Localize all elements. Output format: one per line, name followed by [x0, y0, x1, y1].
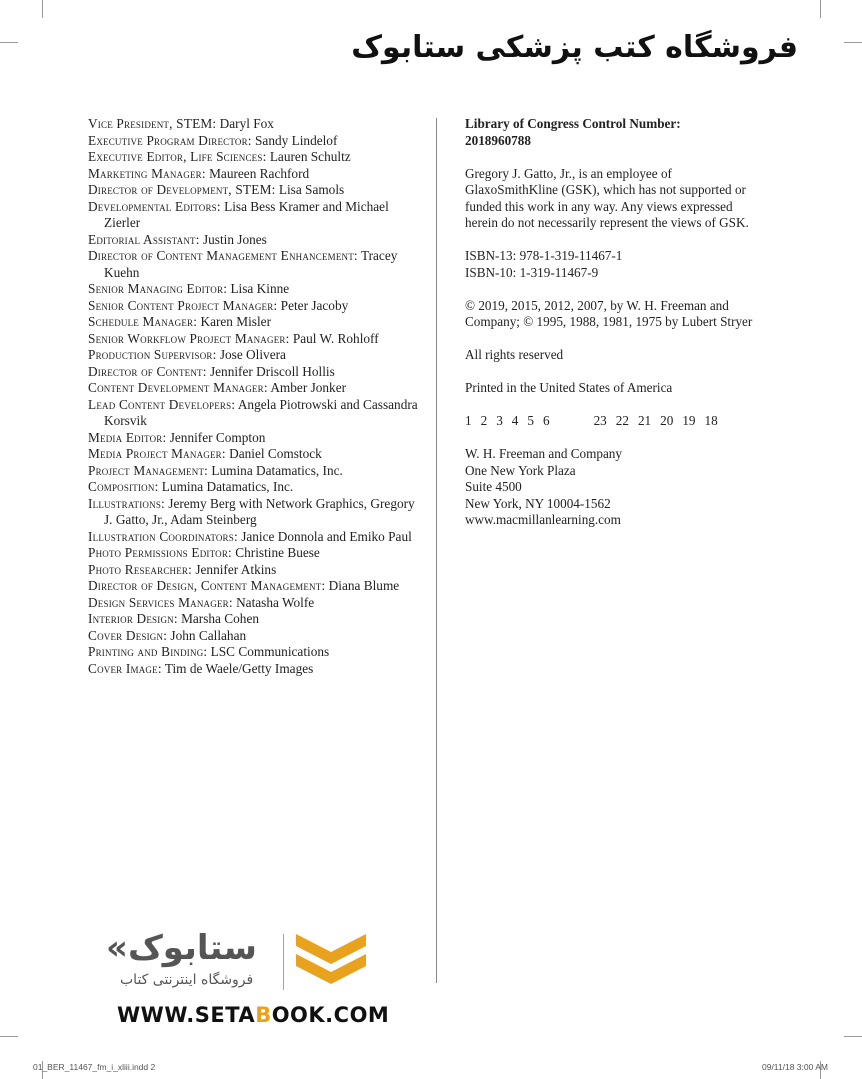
lccn-label: Library of Congress Control Number: — [465, 116, 681, 131]
print-number: 20 — [660, 413, 674, 428]
credit-role: Senior Content Project Manager: — [88, 297, 278, 313]
credit-role: Composition: — [88, 479, 159, 494]
credit-name: Peter Jacoby — [280, 297, 349, 313]
website-link[interactable]: www.macmillanlearning.com — [465, 512, 621, 527]
credit-role: Director of Development, STEM: — [88, 182, 276, 197]
credit-role: Photo Permissions Editor: — [88, 545, 232, 560]
crop-mark — [844, 42, 862, 43]
publisher-name: W. H. Freeman and Company — [465, 446, 622, 461]
credit-name: Lauren Schultz — [269, 149, 351, 164]
credit-entry — [88, 380, 418, 397]
credits-list — [88, 116, 418, 677]
credit-entry — [88, 314, 418, 331]
credit-role: Cover Image: — [88, 660, 162, 676]
logo-chevrons-icon — [292, 930, 370, 990]
credit-entry — [88, 661, 418, 678]
credit-name: Daniel Comstock — [229, 446, 322, 461]
print-number: 21 — [637, 413, 652, 428]
credit-name: Lumina Datamatics, Inc. — [211, 462, 343, 478]
credit-name: Diana Blume — [328, 578, 400, 593]
credit-role: Media Editor: — [88, 429, 167, 445]
credit-entry — [88, 463, 418, 480]
credit-role: Developmental Editors: — [88, 198, 221, 214]
logo-url[interactable] — [117, 1003, 389, 1027]
credit-entry — [88, 430, 418, 447]
logo-separator — [283, 934, 284, 990]
credit-entry — [88, 133, 418, 150]
copyright-block — [465, 116, 765, 545]
credit-name: Lisa Samols — [278, 182, 345, 197]
credit-entry — [88, 479, 418, 496]
credit-name: LSC Communications — [210, 644, 330, 659]
print-number: 4 — [511, 413, 519, 428]
credit-name: Jennifer Compton — [169, 429, 266, 445]
credit-role: Senior Workflow Project Manager: — [88, 330, 290, 346]
credit-entry — [88, 149, 418, 166]
credit-role: Photo Researcher: — [88, 561, 193, 577]
credit-name: Marsha Cohen — [181, 611, 259, 626]
isbn — [465, 248, 765, 281]
address-line: New York, NY 10004-1562 — [465, 495, 611, 511]
logo-url-accent: B — [255, 1003, 272, 1027]
credit-role: Executive Editor, Life Sciences: — [88, 149, 267, 164]
credit-name: Paul W. Rohloff — [292, 330, 379, 346]
credit-entry — [88, 578, 418, 595]
credit-entry — [88, 364, 418, 381]
credit-name: Sandy Lindelof — [255, 132, 338, 148]
credit-name: Angela Piotrowski and Cassandra Korsvik — [104, 396, 418, 428]
credit-name: Jennifer Driscoll Hollis — [209, 363, 335, 379]
credit-name: Tracey Kuehn — [104, 248, 398, 280]
lccn-number: 2018960788 — [465, 132, 531, 148]
crop-mark — [42, 0, 43, 18]
print-number: 5 — [527, 413, 534, 428]
disclaimer: Gregory J. Gatto, Jr., is an employee of GlaxoSmithKline (GSK), which has not supported or funded this work in any way. Any views expressed herein do not necessarily represent the views of GSK. — [465, 165, 749, 230]
crop-mark — [820, 0, 821, 18]
isbn-10: ISBN-10: 1-319-11467-9 — [465, 264, 599, 280]
credit-entry — [88, 166, 418, 183]
credit-role: Executive Program Director: — [88, 132, 252, 148]
crop-mark — [844, 1036, 862, 1037]
credit-entry — [88, 595, 418, 612]
logo-subtitle: فروشگاه اینترنتی کتاب — [120, 972, 254, 988]
credit-entry — [88, 496, 418, 529]
credit-role: Schedule Manager: — [88, 314, 198, 329]
credit-name: Natasha Wolfe — [236, 594, 315, 610]
credit-name: John Callahan — [170, 627, 247, 643]
credit-role: Illustrations: — [88, 495, 165, 511]
credit-role: Editorial Assistant: — [88, 231, 200, 247]
credit-role: Interior Design: — [88, 611, 178, 626]
credit-name: Maureen Rachford — [209, 165, 310, 181]
print-number: 23 — [593, 413, 607, 428]
credit-role: Cover Design: — [88, 627, 168, 643]
credit-role: Production Supervisor: — [88, 347, 217, 362]
footer-timestamp: 09/11/18 3:00 AM — [761, 1062, 828, 1072]
credit-entry — [88, 182, 418, 199]
credit-name: Lisa Kinne — [230, 281, 290, 296]
printed-in: Printed in the United States of America — [465, 380, 673, 395]
credit-name: Lisa Bess Kramer and Michael Zierler — [104, 198, 389, 230]
credit-name: Tim de Waele/Getty Images — [164, 660, 314, 676]
credit-role: Design Services Manager: — [88, 594, 233, 610]
credit-name: Karen Misler — [200, 314, 271, 329]
credit-entry — [88, 611, 418, 628]
credit-entry — [88, 331, 418, 348]
credit-role: Director of Content: — [88, 363, 207, 379]
print-line — [465, 413, 765, 430]
credit-name: Janice Donnola and Emiko Paul — [241, 528, 412, 544]
credit-name: Amber Jonker — [270, 380, 347, 395]
credit-entry — [88, 529, 418, 546]
credit-entry — [88, 446, 418, 463]
print-number: 18 — [704, 413, 718, 428]
footer-file-info: 01_BER_11467_fm_i_xliii.indd 2 — [33, 1062, 156, 1072]
credit-name: Lumina Datamatics, Inc. — [161, 479, 294, 494]
rights-reserved: All rights reserved — [465, 347, 564, 362]
credit-entry — [88, 248, 418, 281]
credit-entry — [88, 562, 418, 579]
credit-role: Project Management: — [88, 462, 209, 478]
credit-role: Marketing Manager: — [88, 165, 206, 181]
print-number: 3 — [496, 413, 503, 428]
logo-wordmark: «ستابوک — [106, 928, 257, 968]
column-divider — [436, 118, 437, 983]
credit-role: Vice President, STEM: — [88, 116, 217, 131]
credit-entry — [88, 545, 418, 562]
credit-name: Jennifer Atkins — [195, 561, 277, 577]
credit-role: Senior Managing Editor: — [88, 281, 228, 296]
credit-name: Jeremy Berg with Network Graphics, Gregory J. Gatto, Jr., Adam Steinberg — [104, 495, 415, 527]
crop-mark — [0, 42, 18, 43]
credit-role: Content Development Manager: — [88, 380, 268, 395]
print-number: 2 — [480, 413, 488, 428]
credit-role: Media Project Manager: — [88, 446, 226, 461]
page-title: فروشگاه کتب پزشکی ستابوک — [351, 30, 798, 65]
credit-entry — [88, 347, 418, 364]
credit-entry — [88, 298, 418, 315]
isbn-13: ISBN-13: 978-1-319-11467-1 — [465, 248, 623, 263]
credit-entry — [88, 644, 418, 661]
credit-role: Director of Design, Content Management: — [88, 578, 326, 593]
credit-entry — [88, 628, 418, 645]
credit-entry — [88, 397, 418, 430]
credit-role: Printing and Binding: — [88, 644, 208, 659]
logo-url-post: OOK.COM — [271, 1003, 390, 1027]
publisher-address — [465, 446, 765, 529]
credit-name: Jose Olivera — [219, 347, 286, 362]
credit-name: Justin Jones — [202, 231, 267, 247]
lccn — [465, 116, 765, 149]
print-number: 6 — [542, 413, 550, 428]
address-line: Suite 4500 — [465, 479, 522, 494]
credit-role: Illustration Coordinators: — [88, 528, 238, 544]
copyright-line: © 2019, 2015, 2012, 2007, by W. H. Freeman and Company; © 1995, 1988, 1981, 1975 by Lubert Stryer — [465, 297, 753, 329]
print-number: 1 — [465, 413, 472, 428]
credit-entry — [88, 199, 418, 232]
logo-url-pre: WWW.SETA — [117, 1003, 256, 1027]
credit-entry — [88, 281, 418, 298]
credit-entry — [88, 232, 418, 249]
credit-role: Director of Content Management Enhancement: — [88, 248, 358, 263]
credit-entry — [88, 116, 418, 133]
credit-name: Christine Buese — [235, 545, 320, 560]
credit-role: Lead Content Developers: — [88, 396, 236, 412]
credit-name: Daryl Fox — [219, 116, 274, 131]
crop-mark — [0, 1036, 18, 1037]
print-number: 19 — [682, 413, 696, 428]
print-number: 22 — [615, 413, 629, 428]
address-line: One New York Plaza — [465, 462, 576, 478]
